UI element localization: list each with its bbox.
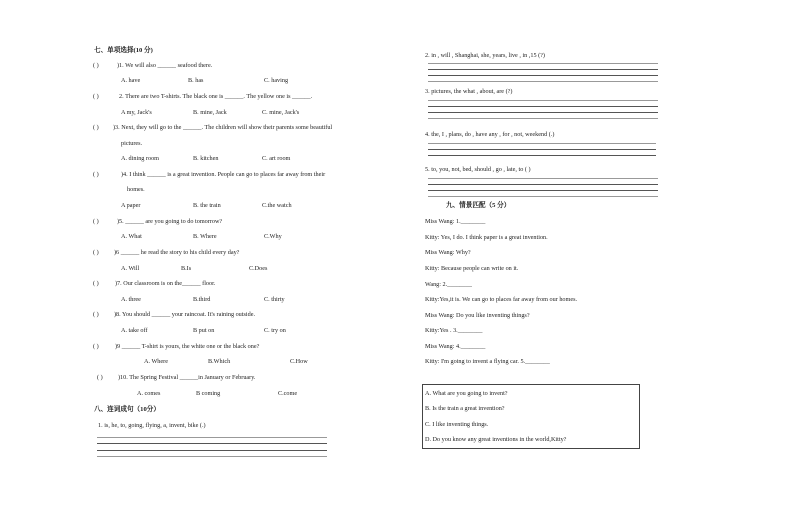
answer-line[interactable]	[97, 443, 327, 444]
q4-option-c: C.the watch	[262, 202, 292, 209]
answer-line[interactable]	[428, 69, 658, 70]
q9-answer-paren[interactable]: ( )	[93, 343, 99, 350]
q3-option-c: C. art room	[262, 155, 291, 162]
q8-option-c: C. try on	[264, 327, 286, 334]
q4-stem-continued: homes.	[127, 186, 145, 193]
q10-option-b: B coming	[196, 390, 221, 397]
section8-title: 八、连词成句（10分）	[94, 406, 160, 413]
q7-stem: )7. Our classroom is on the______ floor.	[115, 280, 216, 287]
q9-stem: )9 ______ T-shirt is yours, the white one or the black one?	[115, 343, 260, 350]
q3-answer-paren[interactable]: ( )	[93, 124, 99, 131]
q4-answer-paren[interactable]: ( )	[93, 171, 99, 178]
dialogue-line: Kitty:Yes,it is. We can go to places far away from our homes.	[425, 296, 578, 303]
dialogue-line: Miss Wang: Do you like inventing things?	[425, 312, 530, 319]
q8-option-a: A. take off	[121, 327, 148, 334]
answer-line[interactable]	[428, 149, 656, 150]
option-c: C. I like inventing things.	[425, 421, 489, 428]
q1-stem: )1. We will also ______ seafood there.	[117, 62, 213, 69]
q1-option-a: A. have	[121, 77, 141, 84]
q5-option-b: B. Where	[193, 233, 217, 240]
q5-answer-paren[interactable]: ( )	[93, 218, 99, 225]
answer-line[interactable]	[428, 118, 658, 119]
answer-line[interactable]	[428, 81, 658, 82]
q8-answer-paren[interactable]: ( )	[93, 311, 99, 318]
q2-option-a: A my, Jack's	[121, 109, 152, 116]
q3-option-a: A. dining room	[121, 155, 159, 162]
answer-line[interactable]	[428, 100, 658, 101]
answer-line[interactable]	[428, 112, 658, 113]
q10-stem: )10. The Spring Festival ______in January or February.	[118, 374, 256, 381]
dialogue-line: Miss Wang: 1.________	[425, 218, 486, 225]
q7-option-a: A. three	[121, 296, 141, 303]
q7-option-c: C. thirty	[264, 296, 285, 303]
q6-answer-paren[interactable]: ( )	[93, 249, 99, 256]
dialogue-line: Kitty:Yes . 3.________	[425, 327, 483, 334]
option-a: A. What are you going to invent?	[425, 390, 508, 397]
section7-title: 七、单项选择(10 分)	[94, 47, 153, 54]
q7-option-b: B.third	[193, 296, 211, 303]
q2-stem: 2. There are two T-shirts. The black one is ______. The yellow one is ______.	[119, 93, 313, 100]
dialogue-line: Wang: 2.________	[425, 281, 472, 288]
q8-option-b: B put on	[193, 327, 215, 334]
q10-answer-paren[interactable]: ( )	[97, 374, 103, 381]
q5-option-c: C.Why	[264, 233, 282, 240]
q8-stem: )8. You should ______ your raincoat. It's raining outside.	[114, 311, 256, 318]
answer-line[interactable]	[97, 450, 327, 451]
dialogue-line: Miss Wang: 4.________	[425, 343, 486, 350]
q7-answer-paren[interactable]: ( )	[93, 280, 99, 287]
q1-option-c: C. having	[264, 77, 289, 84]
q3-option-b: B. kitchen	[193, 155, 219, 162]
q1-answer-paren[interactable]: ( )	[93, 62, 99, 69]
q1-option-b: B. has	[188, 77, 204, 84]
dialogue-line: Kitty: Yes, I do. I think paper is a great invention.	[425, 234, 548, 241]
sentence-3-words: 3. pictures, the what , about, are (?)	[425, 88, 513, 95]
sentence-1-words: 1. is, he, to, going, flying, a, invent, bike (.)	[98, 422, 206, 429]
answer-line[interactable]	[97, 456, 327, 457]
dialogue-line: Kitty: I'm going to invent a flying car. 5.________	[425, 358, 550, 365]
q5-stem: )5. ______ are you going to do tomorrow?	[117, 218, 223, 225]
q4-option-b: B. the train	[193, 202, 221, 209]
dialogue-line: Kitty: Because people can write on it.	[425, 265, 519, 272]
q10-option-c: C.come	[278, 390, 298, 397]
q5-option-a: A. What	[121, 233, 142, 240]
q6-option-a: A. Will	[121, 265, 140, 272]
answer-line[interactable]	[428, 75, 658, 76]
option-b: B. Is the train a great invention?	[425, 405, 505, 412]
q3-stem: )3. Next, they will go to the ______. The children will show their parents some beautiful	[113, 124, 333, 131]
q9-option-c: C.How	[290, 358, 308, 365]
q4-stem: )4. I think ______ is a great invention. People can go to places far away from their	[121, 171, 326, 178]
q2-answer-paren[interactable]: ( )	[93, 93, 99, 100]
answer-line[interactable]	[428, 196, 658, 197]
answer-line[interactable]	[428, 106, 658, 107]
answer-line[interactable]	[97, 437, 327, 438]
answer-line[interactable]	[428, 155, 656, 156]
q4-option-a: A paper	[121, 202, 141, 209]
q6-option-b: B.Is	[181, 265, 192, 272]
q2-option-b: B. mine, Jack	[193, 109, 227, 116]
answer-line[interactable]	[428, 190, 658, 191]
q10-option-a: A. comes	[137, 390, 161, 397]
q9-option-b: B.Which	[208, 358, 231, 365]
sentence-4-words: 4. the, I , plans, do , have any , for , not, weekend (.)	[425, 131, 555, 138]
q6-stem: )6 ______ he read the story to his child every day?	[114, 249, 240, 256]
sentence-5-words: 5. to, you, not, bed, should , go , late, to ( )	[425, 166, 531, 173]
q9-option-a: A. Where	[144, 358, 168, 365]
sentence-2-words: 2. in , will , Shanghai, she, years, live , in ,15 (?)	[425, 52, 545, 59]
q2-option-c: C. mine, Jack's	[262, 109, 300, 116]
answer-line[interactable]	[428, 143, 656, 144]
dialogue-line: Miss Wang: Why?	[425, 249, 471, 256]
answer-line[interactable]	[428, 178, 658, 179]
answer-line[interactable]	[428, 184, 658, 185]
q3-stem-continued: pictures.	[121, 140, 143, 147]
q6-option-c: C.Does	[249, 265, 268, 272]
answer-line[interactable]	[428, 63, 658, 64]
section9-title: 九、情景匹配（5 分）	[446, 202, 511, 209]
option-d: D. Do you know any great inventions in the world,Kitty?	[425, 436, 567, 443]
